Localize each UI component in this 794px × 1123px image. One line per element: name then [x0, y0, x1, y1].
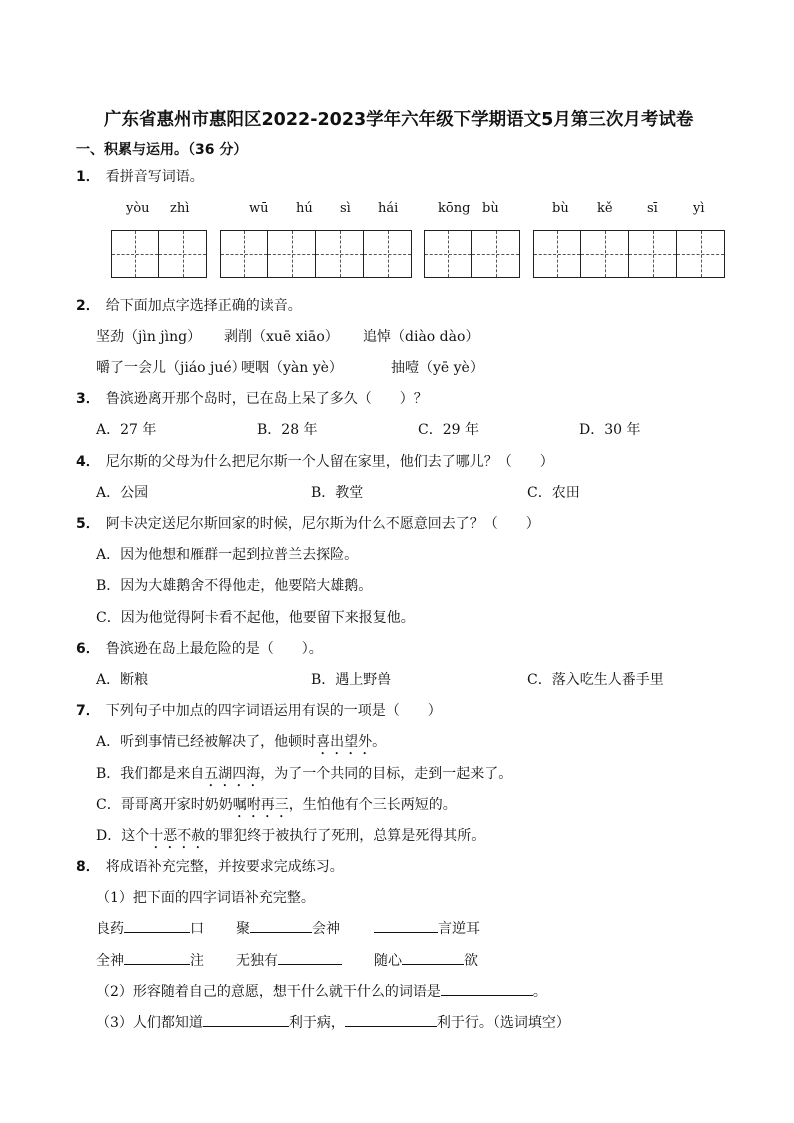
- option-b[interactable]: B．28 年: [257, 422, 318, 438]
- reading-choice: 哽咽（yàn yè）: [241, 360, 343, 376]
- sub-question-text: （2）形容随着自己的意愿，想干什么就干什么的词语是: [96, 984, 441, 1000]
- fill-blank[interactable]: [345, 1012, 437, 1027]
- writing-cell[interactable]: [268, 230, 316, 278]
- option-a[interactable]: A．断粮: [96, 672, 149, 688]
- question-text: 鲁滨逊在岛上最危险的是（ ）。: [105, 641, 323, 657]
- question-number: 8．: [76, 859, 100, 875]
- writing-cell[interactable]: [159, 230, 207, 278]
- idiom-fill: [96, 950, 204, 970]
- sub-question-text: 。: [532, 984, 547, 1000]
- question-text: 阿卡决定送尼尔斯回家的时候，尼尔斯为什么不愿意回去了？（ ）: [105, 516, 540, 532]
- question-number: 3．: [76, 391, 100, 407]
- dotted-idiom: 喜出望外: [316, 734, 373, 750]
- question-text: 给下面加点字选择正确的读音。: [105, 298, 302, 314]
- idiom-part: 言逆耳: [438, 921, 480, 937]
- idiom-part: 全神: [96, 953, 124, 969]
- idiom-part: 注: [190, 953, 204, 969]
- page-title: 广东省惠州市惠阳区2022-2023学年六年级下学期语文5月第三次月考试卷: [104, 110, 694, 130]
- question-number: 5．: [76, 516, 100, 532]
- dotted-idiom: 五湖四海: [204, 766, 261, 782]
- question-7: [76, 700, 442, 720]
- pinyin-label: bù: [552, 201, 569, 216]
- fill-blank[interactable]: [374, 918, 438, 933]
- sub-question-text: （3）人们都知道: [96, 1015, 203, 1031]
- idiom-part: 会神: [312, 921, 340, 937]
- idiom-fill: [96, 918, 204, 938]
- question-number: 2．: [76, 298, 100, 314]
- question-text: 鲁滨逊离开那个岛时，已在岛上呆了多久（ ）？: [105, 391, 428, 407]
- option-a[interactable]: A．公园: [96, 485, 149, 501]
- writing-cell[interactable]: [677, 230, 725, 278]
- writing-grid[interactable]: [533, 230, 725, 278]
- option-text: C．哥哥离开家时奶奶: [96, 797, 233, 813]
- option-d[interactable]: [96, 825, 485, 852]
- idiom-part: 良药: [96, 921, 124, 937]
- reading-choice: 嚼了一会儿（jiáo jué）: [96, 360, 246, 376]
- reading-choice: 剥削（xuē xiāo）: [224, 329, 339, 345]
- pinyin-label: yòu: [126, 201, 150, 216]
- sub-question-3: [96, 1012, 570, 1032]
- writing-cell[interactable]: [472, 230, 520, 278]
- writing-cell[interactable]: [111, 230, 159, 278]
- idiom-part: 欲: [464, 953, 478, 969]
- option-c[interactable]: C．落入吃生人番手里: [527, 672, 664, 688]
- question-text: 下列句子中加点的四字词语运用有误的一项是（ ）: [105, 703, 442, 719]
- writing-cell[interactable]: [629, 230, 677, 278]
- option-text: B．我们都是来自: [96, 766, 205, 782]
- question-text: 尼尔斯的父母为什么把尼尔斯一个人留在家里，他们去了哪儿？（ ）: [105, 454, 554, 470]
- writing-grid[interactable]: [111, 230, 207, 278]
- writing-cell[interactable]: [533, 230, 581, 278]
- option-text: 。: [372, 734, 387, 750]
- question-1: [76, 166, 204, 186]
- pinyin-label: hú: [296, 201, 313, 216]
- option-text: ，为了一个共同的目标，走到一起来了。: [260, 766, 513, 782]
- writing-cell[interactable]: [316, 230, 364, 278]
- sub-question-1: （1）把下面的四字词语补充完整。: [96, 890, 315, 906]
- pinyin-label: sì: [340, 201, 351, 216]
- reading-choice: 坚劲（jìn jìng）: [96, 329, 202, 345]
- fill-blank[interactable]: [250, 918, 312, 933]
- option-text: D．这个: [96, 828, 150, 844]
- pinyin-label: kōng: [438, 201, 471, 216]
- writing-cell[interactable]: [220, 230, 268, 278]
- fill-blank[interactable]: [278, 950, 342, 965]
- option-a[interactable]: A．27 年: [96, 422, 157, 438]
- writing-grid[interactable]: [424, 230, 520, 278]
- idiom-fill: [374, 950, 478, 970]
- option-text: A．听到事情已经被解决了，他顿时: [96, 734, 317, 750]
- question-number: 4．: [76, 454, 100, 470]
- idiom-fill: [236, 918, 340, 938]
- option-b[interactable]: B．遇上野兽: [311, 672, 392, 688]
- writing-grid[interactable]: [220, 230, 412, 278]
- pinyin-label: zhì: [170, 201, 190, 216]
- question-4: [76, 451, 554, 471]
- question-text: 看拼音写词语。: [105, 169, 204, 185]
- option-d[interactable]: D．30 年: [579, 422, 641, 438]
- idiom-part: 随心: [374, 953, 402, 969]
- idiom-part: 聚: [236, 921, 250, 937]
- question-8: [76, 856, 344, 876]
- question-number: 1．: [76, 169, 100, 185]
- option-text: 的罪犯终于被执行了死刑，总算是死得其所。: [205, 828, 486, 844]
- idiom-part: 口: [190, 921, 204, 937]
- pinyin-label: kě: [597, 201, 613, 216]
- option-b[interactable]: [96, 763, 512, 790]
- pinyin-label: bù: [482, 201, 499, 216]
- writing-cell[interactable]: [364, 230, 412, 278]
- question-number: 6．: [76, 641, 100, 657]
- fill-blank[interactable]: [124, 918, 190, 933]
- pinyin-label: yì: [693, 201, 705, 216]
- question-text: 将成语补充完整，并按要求完成练习。: [105, 859, 344, 875]
- option-a[interactable]: A．因为他想和雁群一起到拉普兰去探险。: [96, 547, 359, 563]
- option-c[interactable]: C．29 年: [418, 422, 479, 438]
- sub-question-2: [96, 981, 547, 1001]
- option-c[interactable]: C．因为他觉得阿卡看不起他，他要留下来报复他。: [96, 610, 415, 626]
- fill-blank[interactable]: [441, 981, 533, 996]
- reading-choice: 抽噎（yē yè）: [391, 360, 484, 376]
- section-heading: 一、积累与运用。（36 分）: [76, 142, 248, 158]
- fill-blank[interactable]: [402, 950, 464, 965]
- writing-cell[interactable]: [581, 230, 629, 278]
- sub-question-text: 利于行。（选词填空）: [436, 1015, 570, 1031]
- writing-cell[interactable]: [424, 230, 472, 278]
- dotted-idiom: 嘱咐再三: [232, 797, 289, 813]
- fill-blank[interactable]: [203, 1012, 289, 1027]
- dotted-idiom: 十恶不赦: [149, 828, 206, 844]
- option-a[interactable]: [96, 731, 386, 758]
- question-5: [76, 513, 540, 533]
- reading-choice: 追悼（diào dào）: [363, 329, 480, 345]
- question-6: [76, 638, 323, 658]
- question-2: [76, 295, 302, 315]
- pinyin-label: hái: [378, 201, 399, 216]
- question-number: 7．: [76, 703, 100, 719]
- pinyin-label: sī: [647, 201, 658, 216]
- idiom-fill: [236, 950, 342, 970]
- sub-question-text: 利于病，: [288, 1015, 345, 1031]
- question-3: [76, 388, 428, 408]
- option-b[interactable]: B．教堂: [311, 485, 364, 501]
- idiom-fill: [374, 918, 480, 938]
- option-c[interactable]: [96, 794, 457, 821]
- pinyin-label: wū: [249, 201, 269, 216]
- option-text: ，生怕他有个三长两短的。: [288, 797, 457, 813]
- idiom-part: 无独有: [236, 953, 278, 969]
- option-c[interactable]: C．农田: [527, 485, 580, 501]
- fill-blank[interactable]: [124, 950, 190, 965]
- option-b[interactable]: B．因为大雄鹅舍不得他走，他要陪大雄鹅。: [96, 578, 373, 594]
